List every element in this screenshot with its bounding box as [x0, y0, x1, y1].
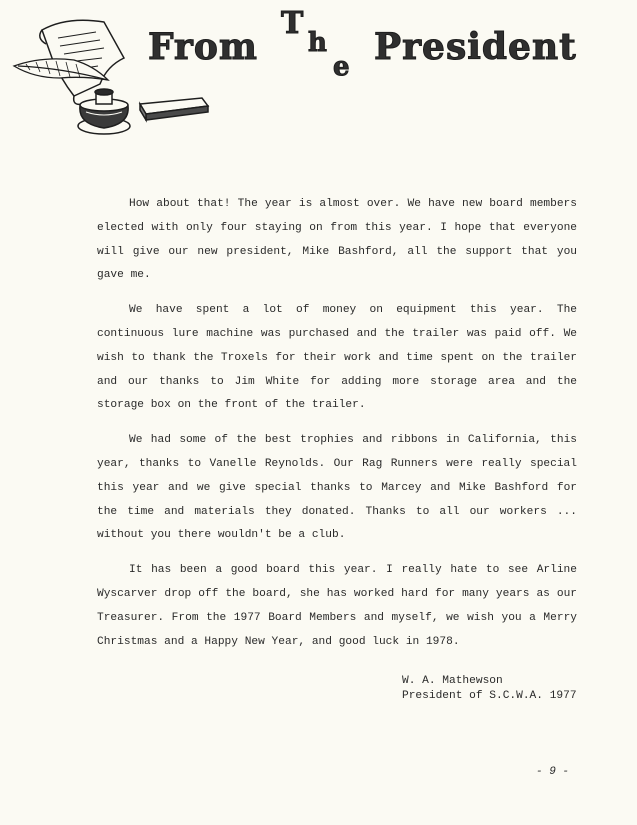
title-from: From: [148, 26, 258, 68]
signature-name: W. A. Mathewson: [402, 675, 503, 687]
paragraph-1: How about that! The year is almost over. We have new board members elected with only four staying on from this year. I hope that everyone will give our new president, Mike Bashford, all the support that you gave me.: [97, 198, 577, 282]
inkwell-icon: [78, 89, 130, 134]
title-the-h: h: [308, 28, 328, 58]
paragraph-3: We had some of the best trophies and ribbons in California, this year, thanks to Vanelle Reynolds. Our Rag Runners were really special this year and we give special thanks to Marcey and Mike Bashford for the time and materials they donated. Thanks to all our workers ... without you there wouldn't be a club.: [97, 434, 577, 542]
signature-title: President of S.C.W.A. 1977: [402, 690, 577, 702]
book-icon: [140, 98, 208, 120]
title-the-e: e: [333, 52, 351, 82]
signature-block: [402, 674, 577, 704]
title-president: President: [374, 26, 577, 68]
title-the-t: T: [281, 6, 305, 41]
paragraph-2: We have spent a lot of money on equipment this year. The continuous lure machine was purchased and the trailer was paid off. We wish to thank the Troxels for their work and time spent on the trailer and our thanks to Jim White for adding more storage area and the storage box on the front of the trailer.: [97, 304, 577, 412]
page-number: - 9 -: [536, 766, 570, 778]
paragraph-4: It has been a good board this year. I really hate to see Arline Wyscarver drop off the board, she has worked hard for many years as our Treasurer. From the 1977 Board Members and myself, we wish you a Merry Christmas and a Happy New Year, and good luck in 1978.: [97, 564, 577, 648]
letter-body: [97, 193, 577, 665]
